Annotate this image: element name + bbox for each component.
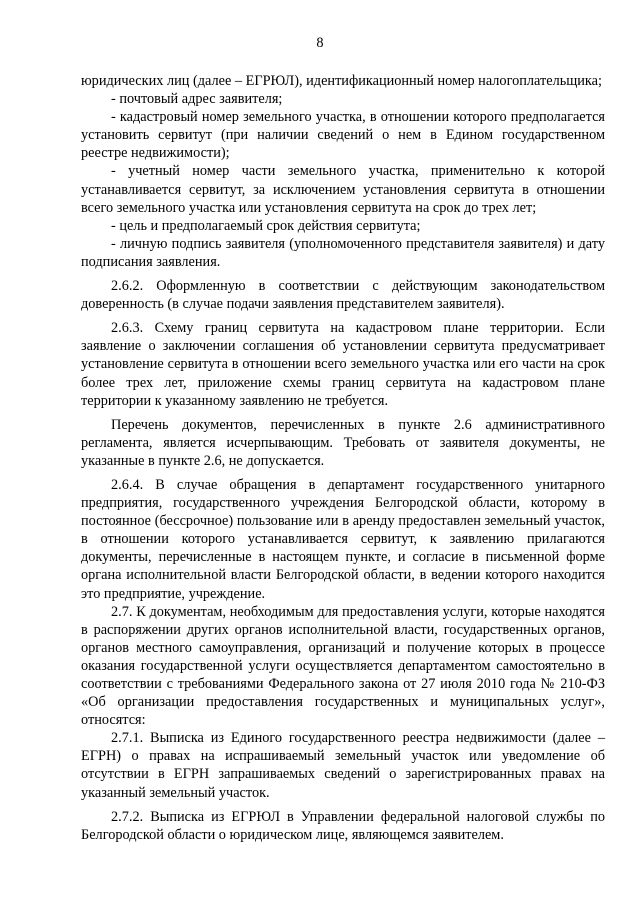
paragraph-2-6-3: 2.6.3. Схему границ сервитута на кадастровом плане территории. Если заявление о заключении соглашения об установлении сервитута предусматривает установление сервитута в отношении всего земельного участка или его части на срок более трех лет, приложение схемы границ сервитута на кадастровом плане территории к указанному заявлению не требуется.	[81, 320, 605, 409]
paragraph-2-7-2: 2.7.2. Выписка из ЕГРЮЛ в Управлении федеральной налоговой службы по Белгородской области о юридическом лице, являющемся заявителем.	[81, 808, 605, 843]
paragraph-2-7-1: 2.7.1. Выписка из Единого государственного реестра недвижимости (далее – ЕГРН) о правах на испрашиваемый земельный участок или уведомление об отсутствии в ЕГРН запрашиваемых сведений о зарегистрированных правах на указанный земельный участок.	[81, 730, 605, 801]
list-item-postal-address: - почтовый адрес заявителя;	[111, 91, 283, 108]
paragraph-exhaustive-list: Перечень документов, перечисленных в пункте 2.6 административного регламента, является исчерпывающим. Требовать от заявителя документы, не указанные в пункте 2.6, не допускается.	[81, 416, 605, 469]
paragraph-2-6-4: 2.6.4. В случае обращения в департамент государственного унитарного предприятия, государственного учреждения Белгородской области, которому в постоянное (бессрочное) пользование или в аренду предоставлен земельный участок, в отношении которого устанавливается сервитут, к заявлению прилагаются документы, перечисленные в настоящем пункте, и согласие в письменной форме органа исполнительной власти Белгородской области, в ведении которого находится это предприятие, учреждение.	[81, 476, 605, 602]
document-body	[81, 72, 605, 844]
paragraph-2-6-2: 2.6.2. Оформленную в соответствии с действующим законодательством доверенность (в случае подачи заявления представителем заявителя).	[81, 278, 605, 313]
paragraph-2-7: 2.7. К документам, необходимым для предоставления услуги, которые находятся в распоряжении других органов исполнительной власти, государственных органов, органов местного самоуправления, организаций и получение которых в процессе оказания государственной услуги осуществляется департаментом самостоятельно в соответствии с требованиями Федерального закона от 27 июля 2010 года № 210-ФЗ «Об организации предоставления государственных и муниципальных услуг», относятся:	[81, 603, 605, 729]
list-item-signature: - личную подпись заявителя (уполномоченного представителя заявителя) и дату подписания заявления.	[81, 235, 605, 270]
list-item-cadastral-number: - кадастровый номер земельного участка, в отношении которого предполагается установить сервитут (при наличии сведений о нем в Едином государственном реестре недвижимости);	[81, 109, 605, 162]
page-number: 8	[316, 35, 324, 51]
list-item-part-number: - учетный номер части земельного участка, применительно к которой устанавливается сервитут, за исключением установления сервитута в отношении всего земельного участка или установления сервитута на срок до трех лет;	[81, 163, 605, 216]
paragraph-egrul-continuation: юридических лиц (далее – ЕГРЮЛ), идентификационный номер налогоплательщика;	[81, 73, 602, 89]
list-item-purpose-term: - цель и предполагаемый срок действия сервитута;	[111, 217, 421, 234]
